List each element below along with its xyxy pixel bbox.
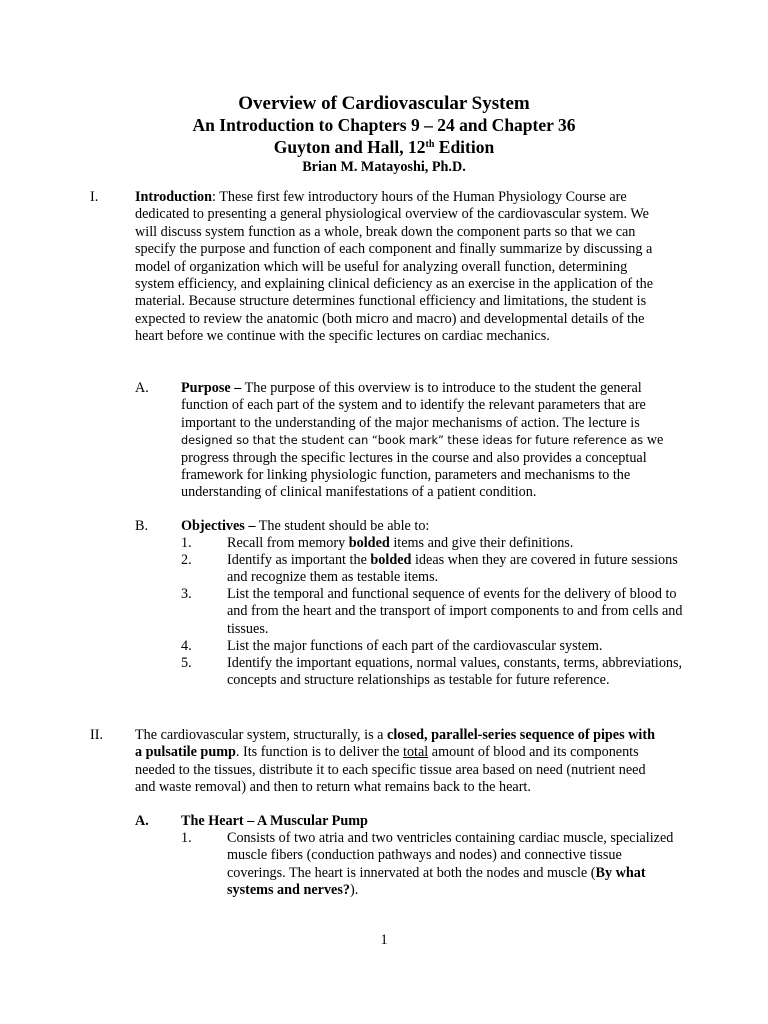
section-introduction-paragraph xyxy=(135,189,665,346)
subsection-heading: The Heart – A Muscular Pump xyxy=(181,813,368,829)
title-block xyxy=(0,92,768,176)
list-item-text-part: ). xyxy=(349,882,359,899)
list-item-text xyxy=(227,830,682,900)
section-numeral: II. xyxy=(90,727,103,743)
heart-list xyxy=(181,830,681,900)
document-title: Overview of Cardiovascular System xyxy=(238,93,530,114)
list-item-text-part: items and give their definitions. xyxy=(389,535,574,551)
edition-suffix: Edition xyxy=(434,136,495,157)
section-heading: Introduction xyxy=(135,189,212,205)
edition-superscript: th xyxy=(425,138,435,150)
section-two-paragraph xyxy=(135,727,665,797)
document-subtitle: An Introduction to Chapters 9 – 24 and Chapter 36 xyxy=(192,115,576,135)
list-item-bold: bolded xyxy=(348,535,390,551)
paragraph-text: we progress through the specific lectures in the course and also provides a conceptual framework for linking physiologic function, parameters and mechanisms to the understanding of clinical manifestations of a patient condition. xyxy=(181,432,664,501)
edition-line xyxy=(0,137,768,159)
objectives-list xyxy=(181,535,681,710)
list-item-text-part: List the major functions of each part of the cardiovascular system. xyxy=(227,638,603,654)
list-item-text-part: Recall from memory xyxy=(227,535,349,551)
list-item-text-part: Consists of two atria and two ventricles containing cardiac muscle, specialized muscle fibers (conduction pathways and nodes) and connective tissue coverings. The heart is innervated at both the nodes and muscle ( xyxy=(227,830,674,881)
paragraph-text: The student should be able to: xyxy=(255,518,430,534)
list-item-number: 1. xyxy=(181,830,192,846)
paragraph-text: The cardiovascular system, structurally, is a xyxy=(135,727,388,743)
subsection-heading: Objectives – xyxy=(181,518,256,534)
subsection-letter: A. xyxy=(135,380,149,396)
author-line: Brian M. Matayoshi, Ph.D. xyxy=(302,159,466,175)
list-item-text xyxy=(227,638,687,655)
list-item-text xyxy=(227,552,687,587)
edition-text: Guyton and Hall, 12 xyxy=(273,136,426,157)
list-item-number: 3. xyxy=(181,586,192,602)
paragraph-text: amount of blood and its components needed to the tissues, distribute it to each specific tissue area based on need (nutrient need and waste removal) and then to return what remains back to the heart. xyxy=(135,744,646,796)
page-number: 1 xyxy=(380,932,388,948)
list-item-text-part: List the temporal and functional sequence of events for the delivery of blood to and from the heart and the transport of import components to and from cells and tissues. xyxy=(227,586,683,637)
purpose-paragraph xyxy=(181,380,675,502)
list-item-text xyxy=(227,586,687,638)
paragraph-underline: total xyxy=(403,744,429,761)
list-item-number: 2. xyxy=(181,552,192,568)
objectives-heading-line xyxy=(181,518,675,535)
paragraph-text: . Its function is to deliver the xyxy=(235,744,403,761)
list-item-text xyxy=(227,655,687,690)
list-item-text-part: Identify the important equations, normal values, constants, terms, abbreviations, concepts and structure relationships as testable for future reference. xyxy=(227,655,683,689)
subsection-letter: A. xyxy=(135,813,149,829)
paragraph-text: : These first few introductory hours of the Human Physiology Course are dedicated to presenting a general physiological overview of the cardiovascular system. We will discuss system function as a whole, break down the component parts so that we can specify the purpose and function of each component and finally summarize by discussing a model of organization which will be useful for analyzing overall function, determining system efficiency, and explaining clinical deficiency as an exercise in the application of the material. Because structure determines functional efficiency and limitations, the student is expected to review the anatomic (both micro and macro) and developmental details of the heart before we continue with the specific lectures on cardiac mechanics. xyxy=(135,189,654,345)
list-item-text xyxy=(227,535,687,552)
list-item-text-part: Identify as important the xyxy=(227,552,371,568)
subsection-letter: B. xyxy=(135,518,149,534)
paragraph-bold: closed, parallel-series sequence of pipes with a pulsatile pump xyxy=(135,727,655,761)
list-item-number: 4. xyxy=(181,638,192,654)
subsection-heading: Purpose – xyxy=(181,380,242,396)
list-item-bold: By what systems and nerves? xyxy=(227,864,646,899)
paragraph-text: The purpose of this overview is to introduce to the student the general function of each part of the system and to identify the relevant parameters that are important to the understanding of the major mechanisms of action. The lecture is xyxy=(181,380,646,431)
list-item-bold: bolded xyxy=(370,552,412,568)
list-item-number: 5. xyxy=(181,655,192,671)
list-item-text-part: ideas when they are covered in future sessions and recognize them as testable items. xyxy=(227,552,678,586)
paragraph-text-sans: designed so that the student can “book mark” these ideas for future reference as xyxy=(181,434,644,448)
list-item-number: 1. xyxy=(181,535,192,551)
section-numeral: I. xyxy=(90,189,99,205)
